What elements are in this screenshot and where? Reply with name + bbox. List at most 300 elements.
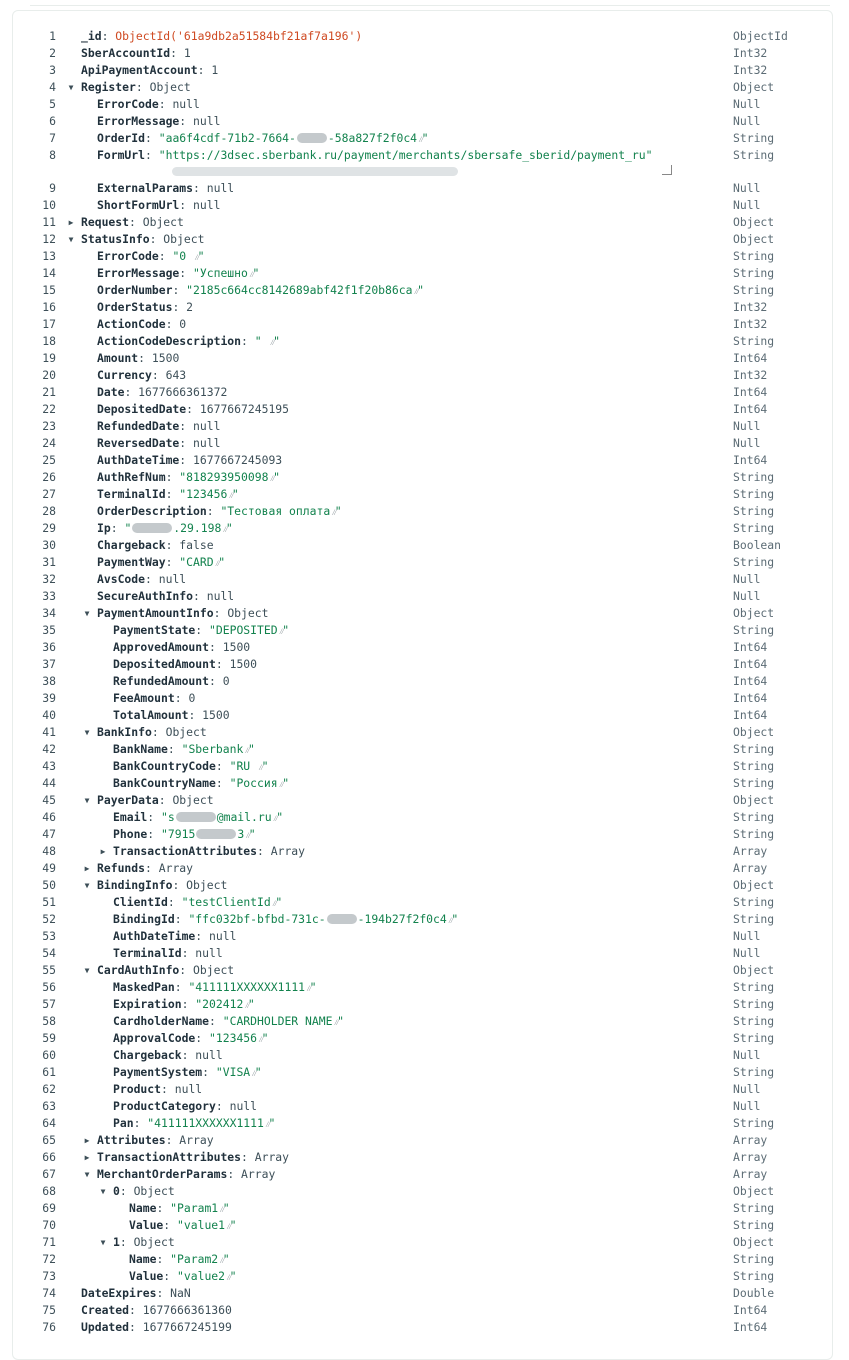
field-value[interactable]: ObjectId('61a9db2a51584bf21af7a196') xyxy=(115,29,363,43)
expand-toggle-icon[interactable]: ▶ xyxy=(84,1153,90,1162)
field-key[interactable]: Email xyxy=(113,810,148,824)
line-number: 20 xyxy=(42,368,56,382)
field-row[interactable] xyxy=(12,792,833,809)
field-value[interactable]: "Тестовая оплата xyxy=(220,504,331,518)
field-key[interactable]: Date xyxy=(97,385,125,399)
field-key[interactable]: CardholderName xyxy=(113,1014,210,1028)
field-row[interactable] xyxy=(12,62,833,79)
field-value[interactable]: "VISA xyxy=(215,1065,251,1079)
collapse-toggle-icon[interactable]: ▼ xyxy=(84,728,90,737)
key-separator: : xyxy=(147,810,162,824)
edit-pencil-icon: ⁄⁄ xyxy=(258,1035,262,1044)
field-value[interactable]: Object xyxy=(149,80,191,94)
field-value[interactable]: null xyxy=(206,589,235,603)
key-separator: : xyxy=(179,198,194,212)
field-row[interactable] xyxy=(12,996,833,1013)
field-key[interactable]: TerminalId xyxy=(113,946,182,960)
field-key[interactable]: PaymentSystem xyxy=(113,1065,203,1079)
field-row[interactable] xyxy=(12,214,833,231)
collapse-toggle-icon[interactable]: ▼ xyxy=(84,796,90,805)
field-row[interactable] xyxy=(12,537,833,554)
field-value-rest[interactable]: .29.198 xyxy=(173,521,222,535)
field-key[interactable]: ActionCodeDescription xyxy=(97,334,242,348)
field-key[interactable]: DepositedDate xyxy=(97,402,187,416)
field-key[interactable]: OrderDescription xyxy=(97,504,207,518)
field-value-rest[interactable]: 3 xyxy=(237,827,245,841)
closing-quote: " xyxy=(276,810,284,824)
field-row[interactable] xyxy=(12,367,833,384)
expand-toggle-icon[interactable]: ▶ xyxy=(68,218,74,227)
edit-pencil-icon: ⁄⁄ xyxy=(245,831,249,840)
field-value[interactable]: 1500 xyxy=(222,640,251,654)
field-value[interactable]: "value1 xyxy=(177,1218,226,1232)
field-value[interactable]: 1677667245199 xyxy=(142,1320,232,1334)
field-key[interactable]: PaymentAmountInfo xyxy=(97,606,214,620)
field-row[interactable] xyxy=(12,979,833,996)
field-value[interactable]: Array xyxy=(179,1133,214,1147)
field-row[interactable] xyxy=(12,79,833,96)
field-key[interactable]: PayerData xyxy=(97,793,159,807)
field-row[interactable] xyxy=(12,147,833,180)
field-row[interactable] xyxy=(12,1200,833,1217)
field-value[interactable]: Object xyxy=(172,793,214,807)
field-value[interactable]: "Успешно xyxy=(193,266,248,280)
field-value[interactable]: Object xyxy=(163,232,205,246)
field-type: Null xyxy=(733,1082,761,1096)
field-value[interactable]: 1 xyxy=(211,63,219,77)
field-row[interactable] xyxy=(12,418,833,435)
field-row[interactable] xyxy=(12,1081,833,1098)
field-entry xyxy=(113,1115,275,1133)
field-value[interactable]: "RU xyxy=(229,759,258,773)
key-separator: : xyxy=(181,997,196,1011)
field-row[interactable] xyxy=(12,28,833,45)
field-row[interactable] xyxy=(12,1302,833,1319)
field-row[interactable] xyxy=(12,1030,833,1047)
field-entry xyxy=(97,792,214,809)
redaction-mark xyxy=(327,914,357,924)
field-key[interactable]: CardAuthInfo xyxy=(97,963,180,977)
field-key[interactable]: Attributes xyxy=(97,1133,166,1147)
field-row[interactable] xyxy=(12,520,833,537)
field-value[interactable]: "s xyxy=(161,810,175,824)
field-key[interactable]: Value xyxy=(129,1269,164,1283)
field-value[interactable]: 0 xyxy=(222,674,230,688)
field-key[interactable]: Chargeback xyxy=(113,1048,182,1062)
field-key[interactable]: BankInfo xyxy=(97,725,152,739)
line-number: 36 xyxy=(42,640,56,654)
field-value-rest[interactable]: -194b27f2f0c4 xyxy=(357,912,447,926)
field-key[interactable]: 1 xyxy=(113,1235,120,1249)
field-key[interactable]: ErrorCode xyxy=(97,97,159,111)
field-key[interactable]: Phone xyxy=(113,827,148,841)
field-key[interactable]: Chargeback xyxy=(97,538,166,552)
field-value[interactable]: 1500 xyxy=(229,657,258,671)
field-key[interactable]: TerminalId xyxy=(97,487,166,501)
collapse-toggle-icon[interactable]: ▼ xyxy=(68,235,74,244)
field-row[interactable] xyxy=(12,809,833,826)
field-row[interactable] xyxy=(12,962,833,979)
field-key[interactable]: BankCountryName xyxy=(113,776,216,790)
field-key[interactable]: ApprovedAmount xyxy=(113,640,210,654)
field-row[interactable] xyxy=(12,486,833,503)
field-key[interactable]: FormUrl xyxy=(97,148,146,162)
field-row[interactable] xyxy=(12,45,833,62)
field-value[interactable]: "202412 xyxy=(195,997,244,1011)
field-row[interactable] xyxy=(12,282,833,299)
field-entry xyxy=(97,962,234,979)
field-value[interactable]: 1500 xyxy=(202,708,230,722)
field-key[interactable]: OrderStatus xyxy=(97,300,173,314)
field-value[interactable]: "testClientId xyxy=(181,895,271,909)
field-row[interactable] xyxy=(12,656,833,673)
closing-quote: " xyxy=(229,1269,237,1283)
field-row[interactable] xyxy=(12,554,833,571)
field-row[interactable] xyxy=(12,1183,833,1200)
field-row[interactable] xyxy=(12,130,833,147)
field-value[interactable]: null xyxy=(209,929,237,943)
field-value[interactable]: null xyxy=(193,419,221,433)
field-type: Null xyxy=(733,946,761,960)
field-value[interactable]: 1677666361360 xyxy=(142,1303,232,1317)
closing-quote: " xyxy=(225,521,233,535)
field-row[interactable] xyxy=(12,1132,833,1149)
field-row[interactable] xyxy=(12,741,833,758)
field-value[interactable]: 1677666361372 xyxy=(138,385,228,399)
field-value[interactable]: Array xyxy=(254,1150,290,1164)
closing-quote: " xyxy=(261,1031,269,1045)
field-value[interactable]: "0 xyxy=(172,249,194,263)
field-key[interactable]: AuthRefNum xyxy=(97,470,166,484)
field-row[interactable] xyxy=(12,1098,833,1115)
field-row[interactable] xyxy=(12,826,833,843)
field-value[interactable]: null xyxy=(195,946,223,960)
line-number: 76 xyxy=(42,1320,56,1334)
field-row[interactable] xyxy=(12,1234,833,1251)
field-key[interactable]: _id xyxy=(81,29,102,43)
field-value[interactable]: 1677667245195 xyxy=(199,402,290,416)
collapse-toggle-icon[interactable]: ▼ xyxy=(84,609,90,618)
key-separator: : xyxy=(163,1218,178,1232)
field-key[interactable]: FeeAmount xyxy=(113,691,175,705)
field-row[interactable] xyxy=(12,1251,833,1268)
field-row[interactable] xyxy=(12,1166,833,1183)
field-entry xyxy=(97,1166,275,1183)
field-row[interactable] xyxy=(12,1047,833,1064)
field-value[interactable]: Object xyxy=(186,878,228,892)
field-key[interactable]: RefundedDate xyxy=(97,419,180,433)
field-row[interactable] xyxy=(12,707,833,724)
field-row[interactable] xyxy=(12,333,833,350)
field-value[interactable]: "https://3dsec.sberbank.ru/payment/merchants/sbersafe_sberid/payment_ru" xyxy=(158,148,653,162)
field-value[interactable]: 1500 xyxy=(151,351,180,365)
field-row[interactable] xyxy=(12,113,833,130)
field-row[interactable] xyxy=(12,894,833,911)
field-key[interactable]: ApprovalCode xyxy=(113,1031,196,1045)
collapse-toggle-icon[interactable]: ▼ xyxy=(68,83,74,92)
field-row[interactable] xyxy=(12,180,833,197)
field-key[interactable]: ClientId xyxy=(113,895,168,909)
field-value[interactable]: null xyxy=(193,436,221,450)
collapse-toggle-icon[interactable]: ▼ xyxy=(84,966,90,975)
field-key[interactable]: BindingInfo xyxy=(97,878,173,892)
field-key[interactable]: Product xyxy=(113,1082,162,1096)
field-row[interactable] xyxy=(12,758,833,775)
field-value[interactable]: " xyxy=(124,521,132,535)
field-key[interactable]: Ip xyxy=(97,521,111,535)
field-value[interactable]: "DEPOSITED xyxy=(209,623,278,637)
field-type: Boolean xyxy=(733,538,782,552)
field-key[interactable]: Expiration xyxy=(113,997,182,1011)
field-value[interactable]: Object xyxy=(133,1235,175,1249)
field-value-rest[interactable]: @mail.ru xyxy=(216,810,272,824)
collapse-toggle-icon[interactable]: ▼ xyxy=(100,1187,106,1196)
field-row[interactable] xyxy=(12,384,833,401)
field-key[interactable]: TransactionAttributes xyxy=(97,1150,242,1164)
field-key[interactable]: TransactionAttributes xyxy=(113,844,258,858)
line-number: 60 xyxy=(42,1048,56,1062)
field-key[interactable]: AvsCode xyxy=(97,572,146,586)
field-value[interactable]: 643 xyxy=(165,368,187,382)
field-value[interactable]: null xyxy=(206,181,235,195)
field-row[interactable] xyxy=(12,265,833,282)
field-key[interactable]: Pan xyxy=(113,1116,134,1130)
field-value[interactable]: null xyxy=(193,198,221,212)
field-value[interactable]: "123456 xyxy=(179,487,228,501)
field-value[interactable]: "Param2 xyxy=(170,1252,219,1266)
field-value[interactable]: "value2 xyxy=(177,1269,226,1283)
field-row[interactable] xyxy=(12,1149,833,1166)
field-value[interactable]: 1677667245093 xyxy=(193,453,283,467)
field-key[interactable]: Name xyxy=(129,1252,157,1266)
field-value[interactable]: Object xyxy=(193,963,235,977)
field-key[interactable]: OrderNumber xyxy=(97,283,173,297)
field-key[interactable]: Created xyxy=(81,1303,130,1317)
field-row[interactable] xyxy=(12,673,833,690)
field-value[interactable]: "CARDHOLDER NAME xyxy=(222,1014,333,1028)
key-separator: : xyxy=(151,725,166,739)
field-key[interactable]: AuthDateTime xyxy=(97,453,180,467)
field-type: String xyxy=(733,742,775,756)
field-value[interactable]: null xyxy=(158,572,187,586)
key-separator: : xyxy=(174,691,189,705)
field-value[interactable]: null xyxy=(193,114,221,128)
line-number: 54 xyxy=(42,946,56,960)
field-value[interactable]: "411111XXXXXX1111 xyxy=(188,980,306,994)
field-row[interactable] xyxy=(12,1115,833,1132)
expand-toggle-icon[interactable]: ▶ xyxy=(100,847,106,856)
field-key[interactable]: BankCountryCode xyxy=(113,759,216,773)
field-row[interactable] xyxy=(12,469,833,486)
line-number: 31 xyxy=(42,555,56,569)
field-key[interactable]: SberAccountId xyxy=(81,46,171,60)
field-row[interactable] xyxy=(12,96,833,113)
closing-quote: " xyxy=(334,504,342,518)
field-value[interactable]: "2185c664cc8142689abf42f1f20b86ca xyxy=(186,283,413,297)
field-value[interactable]: null xyxy=(172,97,200,111)
field-row[interactable] xyxy=(12,571,833,588)
field-value[interactable]: null xyxy=(174,1082,203,1096)
field-value[interactable]: 0 xyxy=(179,317,187,331)
field-row[interactable] xyxy=(12,724,833,741)
field-row[interactable] xyxy=(12,945,833,962)
field-value[interactable]: false xyxy=(179,538,214,552)
closing-quote: " xyxy=(254,1065,262,1079)
field-row[interactable] xyxy=(12,1268,833,1285)
field-row[interactable] xyxy=(12,928,833,945)
field-row[interactable] xyxy=(12,197,833,214)
field-value[interactable]: Object xyxy=(142,215,184,229)
field-value[interactable]: 2 xyxy=(186,300,194,314)
field-row[interactable] xyxy=(12,1319,833,1336)
expand-toggle-icon[interactable]: ▶ xyxy=(84,1136,90,1145)
field-row[interactable] xyxy=(12,435,833,452)
field-key[interactable]: ReversedDate xyxy=(97,436,180,450)
field-value[interactable]: "818293950098 xyxy=(179,470,269,484)
field-key[interactable]: DepositedAmount xyxy=(113,657,216,671)
field-row[interactable] xyxy=(12,350,833,367)
edit-pencil-icon: ⁄⁄ xyxy=(271,899,276,908)
field-key[interactable]: DateExpires xyxy=(81,1286,157,1300)
edit-pencil-icon: ⁄⁄ xyxy=(219,1205,223,1214)
edit-pencil-icon: ⁄⁄ xyxy=(258,763,262,772)
field-value[interactable]: Array xyxy=(158,861,194,875)
field-key[interactable]: Amount xyxy=(97,351,139,365)
field-value[interactable]: "Россия xyxy=(229,776,278,790)
field-entry xyxy=(97,605,268,622)
field-key[interactable]: TotalAmount xyxy=(113,708,189,722)
field-value[interactable]: "Param1 xyxy=(170,1201,219,1215)
field-type: Int64 xyxy=(733,708,768,722)
field-key[interactable]: AuthDateTime xyxy=(113,929,196,943)
field-value[interactable]: " xyxy=(254,334,269,348)
field-row[interactable] xyxy=(12,299,833,316)
edit-pencil-icon: ⁄⁄ xyxy=(251,1069,255,1078)
field-value[interactable]: null xyxy=(195,1048,223,1062)
field-entry xyxy=(113,1064,262,1082)
field-value[interactable]: Array xyxy=(270,844,306,858)
field-key[interactable]: ApiPaymentAccount xyxy=(81,63,198,77)
collapse-toggle-icon[interactable]: ▼ xyxy=(100,1238,106,1247)
field-value[interactable]: "ffc032bf-bfbd-731c- xyxy=(188,912,326,926)
field-row[interactable] xyxy=(12,1217,833,1234)
field-value[interactable]: 0 xyxy=(188,691,196,705)
field-value[interactable]: Object xyxy=(165,725,207,739)
field-value[interactable]: "aa6f4cdf-71b2-7664- xyxy=(158,131,296,145)
key-separator: : xyxy=(145,148,159,162)
key-separator: : xyxy=(158,97,173,111)
field-key[interactable]: Name xyxy=(129,1201,157,1215)
field-key[interactable]: PaymentWay xyxy=(97,555,166,569)
field-type: Int64 xyxy=(733,351,768,365)
field-row[interactable] xyxy=(12,1064,833,1081)
field-key[interactable]: Currency xyxy=(97,368,152,382)
field-type: String xyxy=(733,1269,775,1283)
field-value[interactable]: 1 xyxy=(183,46,191,60)
field-row[interactable] xyxy=(12,248,833,265)
field-key[interactable]: BankName xyxy=(113,742,168,756)
field-key[interactable]: Refunds xyxy=(97,861,146,875)
field-key[interactable]: ShortFormUrl xyxy=(97,198,180,212)
field-value[interactable]: Object xyxy=(133,1184,175,1198)
key-separator: : xyxy=(119,1235,134,1249)
field-key[interactable]: OrderId xyxy=(97,131,146,145)
field-key[interactable]: ActionCode xyxy=(97,317,166,331)
field-key[interactable]: BindingId xyxy=(113,912,175,926)
field-value[interactable]: "Sberbank xyxy=(181,742,244,756)
line-number: 46 xyxy=(42,810,56,824)
field-type: Int64 xyxy=(733,1303,768,1317)
field-key[interactable]: MaskedPan xyxy=(113,980,175,994)
field-row[interactable] xyxy=(12,690,833,707)
field-key[interactable]: ErrorMessage xyxy=(97,114,180,128)
field-type: Null xyxy=(733,97,761,111)
field-entry xyxy=(97,197,220,214)
collapse-toggle-icon[interactable]: ▼ xyxy=(84,881,90,890)
field-value[interactable]: null xyxy=(229,1099,258,1113)
field-value[interactable]: "7915 xyxy=(161,827,196,841)
field-row[interactable] xyxy=(12,452,833,469)
field-row[interactable] xyxy=(12,605,833,622)
field-key[interactable]: Request xyxy=(81,215,130,229)
field-key[interactable]: Value xyxy=(129,1218,164,1232)
field-row[interactable] xyxy=(12,775,833,792)
field-row[interactable] xyxy=(12,316,833,333)
field-row[interactable] xyxy=(12,843,833,860)
field-key[interactable]: ExternalParams xyxy=(97,181,194,195)
field-row[interactable] xyxy=(12,1013,833,1030)
field-key[interactable]: ErrorMessage xyxy=(97,266,180,280)
field-type: Null xyxy=(733,181,761,195)
field-row[interactable] xyxy=(12,639,833,656)
field-key[interactable]: SecureAuthInfo xyxy=(97,589,194,603)
field-key[interactable]: ErrorCode xyxy=(97,249,159,263)
key-separator: : xyxy=(195,1031,210,1045)
field-value-rest[interactable]: -58a827f2f0c4 xyxy=(327,131,418,145)
field-row[interactable] xyxy=(12,860,833,877)
field-key[interactable]: MerchantOrderParams xyxy=(97,1167,228,1181)
expand-toggle-icon[interactable]: ▶ xyxy=(84,864,90,873)
field-row[interactable] xyxy=(12,231,833,248)
resize-handle-icon[interactable] xyxy=(662,165,672,175)
field-row[interactable] xyxy=(12,401,833,418)
field-row[interactable] xyxy=(12,877,833,894)
horizontal-scrollbar[interactable] xyxy=(172,167,458,176)
field-key[interactable]: PaymentState xyxy=(113,623,196,637)
field-type: String xyxy=(733,1116,775,1130)
field-key[interactable]: StatusInfo xyxy=(81,232,150,246)
field-value[interactable]: "411111XXXXXX1111 xyxy=(147,1116,264,1130)
field-key[interactable]: Updated xyxy=(81,1320,130,1334)
closing-quote: " xyxy=(261,759,269,773)
field-key[interactable]: 0 xyxy=(113,1184,120,1198)
field-value[interactable]: NaN xyxy=(170,1286,191,1300)
field-key[interactable]: RefundedAmount xyxy=(113,674,210,688)
field-row[interactable] xyxy=(12,622,833,639)
field-key[interactable]: ProductCategory xyxy=(113,1099,216,1113)
field-value[interactable]: "CARD xyxy=(179,555,214,569)
field-value[interactable]: Array xyxy=(241,1167,276,1181)
field-value[interactable]: Object xyxy=(227,606,269,620)
line-number: 73 xyxy=(42,1269,56,1283)
collapse-toggle-icon[interactable]: ▼ xyxy=(84,1170,90,1179)
field-value[interactable]: "123456 xyxy=(209,1031,258,1045)
field-key[interactable]: Register xyxy=(81,80,136,94)
field-row[interactable] xyxy=(12,1285,833,1302)
field-row[interactable] xyxy=(12,503,833,520)
field-row[interactable] xyxy=(12,911,833,928)
field-row[interactable] xyxy=(12,588,833,605)
